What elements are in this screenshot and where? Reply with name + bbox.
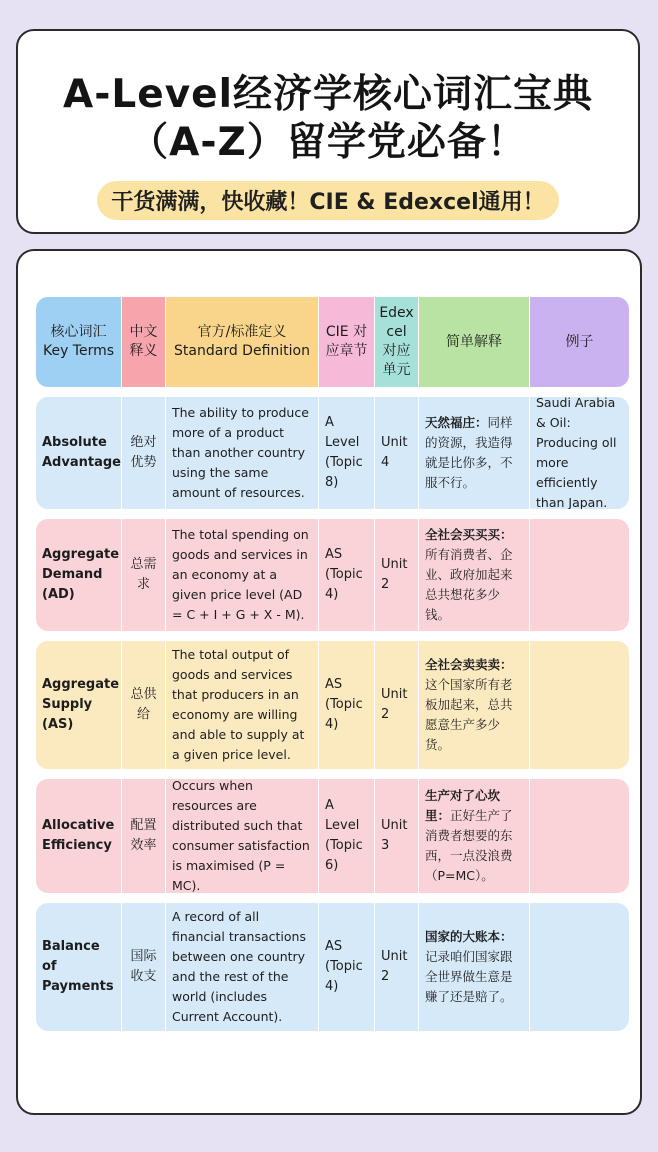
title-card: [16, 29, 640, 234]
term-cell: Aggregate Demand (AD): [36, 519, 122, 631]
chinese-cell: 国际 收支: [122, 903, 166, 1031]
cie-cell: AS (Topic 4): [319, 903, 375, 1031]
simple-explanation-cell: 国家的大账本：记录咱们国家跟全世界做生意是赚了还是赔了。: [419, 903, 530, 1031]
chinese-cell: 配置 效率: [122, 779, 166, 893]
cie-cell: AS (Topic 4): [319, 519, 375, 631]
header-simple-explanation: 简单解释: [419, 297, 530, 387]
table-row: [36, 903, 629, 1031]
example-cell: [530, 519, 629, 631]
header-chinese-meaning: 中文 释义: [122, 297, 166, 387]
definition-cell: The ability to produce more of a product than another country using the same amount of resources.: [166, 397, 319, 509]
term-cell: Absolute Advantage: [36, 397, 122, 509]
table-header-row: [36, 297, 629, 387]
subtitle-badge: 干货满满，快收藏！CIE & Edexcel通用！: [97, 181, 558, 220]
term-cell: Balance of Payments: [36, 903, 122, 1031]
chinese-cell: 绝对 优势: [122, 397, 166, 509]
edexcel-cell: Unit 3: [375, 779, 419, 893]
example-cell: [530, 779, 629, 893]
example-cell: Saudi Arabia & Oil: Producing oll more efficiently than Japan.: [536, 397, 617, 509]
definition-cell: The total output of goods and services that producers in an economy are willing and able to supply at a given price level.: [166, 641, 319, 769]
simple-explanation-cell: 生产对了心坎里：正好生产了消费者想要的东西，一点没浪费（P=MC）。: [419, 779, 530, 893]
simple-explanation-cell: 天然福庄：同样的资源，我造得就是比你多，不服不行。: [419, 397, 530, 509]
edexcel-cell: Unit 2: [375, 519, 419, 631]
example-cell: [530, 641, 629, 769]
definition-cell: The total spending on goods and services in an economy at a given price level (AD = C + I + G + X - M).: [166, 519, 319, 631]
vocabulary-table: [36, 297, 629, 1031]
page-title-line2: （A-Z）留学党必备！: [129, 120, 527, 165]
table-row: [36, 397, 629, 509]
header-standard-definition: 官方/标准定义 Standard Definition: [166, 297, 319, 387]
header-key-terms: 核心词汇 Key Terms: [36, 297, 122, 387]
page-title-line1: A-Level经济学核心词汇宝典: [63, 72, 593, 117]
definition-cell: A record of all financial transactions between one country and the rest of the world (includes Current Account).: [166, 903, 319, 1031]
header-example: 例子: [530, 297, 629, 387]
edexcel-cell: Unit 4: [375, 397, 419, 509]
edexcel-cell: Unit 2: [375, 903, 419, 1031]
definition-cell: Occurs when resources are distributed such that consumer satisfaction is maximised (P = MC).: [166, 779, 319, 893]
term-cell: Allocative Efficiency: [36, 779, 122, 893]
chinese-cell: 总需 求: [122, 519, 166, 631]
vocabulary-table-card: [16, 249, 642, 1115]
cie-cell: AS (Topic 4): [319, 641, 375, 769]
simple-explanation-cell: 全社会卖卖卖：这个国家所有老板加起来，总共愿意生产多少货。: [419, 641, 530, 769]
cie-cell: A Level (Topic 8): [319, 397, 375, 509]
table-row: [36, 519, 629, 631]
chinese-cell: 总供 给: [122, 641, 166, 769]
term-cell: Aggregate Supply (AS): [36, 641, 122, 769]
table-row: [36, 641, 629, 769]
header-edexcel-unit: Edex cel 对应 单元: [375, 297, 419, 387]
simple-explanation-cell: 全社会买买买：所有消费者、企业、政府加起来总共想花多少钱。: [419, 519, 530, 631]
edexcel-cell: Unit 2: [375, 641, 419, 769]
header-cie-chapter: CIE 对 应章节: [319, 297, 375, 387]
cie-cell: A Level (Topic 6): [319, 779, 375, 893]
example-cell: [530, 903, 629, 1031]
table-row: [36, 779, 629, 893]
